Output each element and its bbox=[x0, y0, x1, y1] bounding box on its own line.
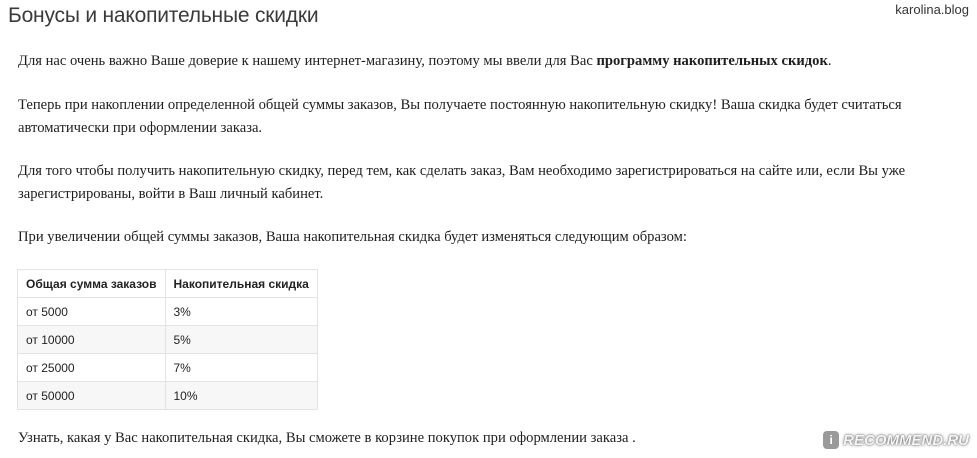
watermark-text: RECOMMEND.RU bbox=[843, 431, 969, 449]
table-row bbox=[18, 382, 318, 410]
recommend-badge-icon: i bbox=[823, 431, 839, 449]
header-discount: Накопительная скидка bbox=[165, 270, 317, 298]
intro-period: . bbox=[827, 53, 832, 69]
row-discount: 10% bbox=[165, 382, 317, 410]
table-row bbox=[18, 298, 318, 326]
row-amount: от 50000 bbox=[18, 382, 166, 410]
discount-table bbox=[17, 269, 318, 410]
intro-text: Для нас очень важно Ваше доверие к нашему интернет-магазину, поэтому мы ввели для Вас bbox=[18, 53, 597, 69]
table-row bbox=[18, 354, 318, 382]
discount-change-paragraph: При увеличении общей суммы заказов, Ваша накопительная скидка будет изменяться следующим образом: bbox=[18, 229, 687, 245]
watermark bbox=[823, 431, 969, 449]
row-discount: 5% bbox=[165, 326, 317, 354]
registration-paragraph: Для того чтобы получить накопительную скидку, перед тем, как сделать заказ, Вам необходимо зарегистрироваться на сайте или, если Вы уже зарегистрированы, войти в Ваш личный кабинет. bbox=[18, 163, 906, 202]
discount-program-link: программу накопительных скидок bbox=[596, 53, 828, 69]
table-header-row bbox=[18, 270, 318, 298]
intro-paragraph bbox=[18, 50, 963, 73]
row-discount: 3% bbox=[165, 298, 317, 326]
row-discount: 7% bbox=[165, 354, 317, 382]
accumulation-paragraph: Теперь при накоплении определенной общей суммы заказов, Вы получаете постоянную накопительную скидку! Ваша скидка будет считаться автоматически при оформлении заказа. bbox=[18, 97, 902, 136]
cart-info-paragraph: Узнать, какая у Вас накопительная скидка, Вы сможете в корзине покупок при оформлении заказа . bbox=[18, 430, 636, 446]
site-credit: karolina.blog bbox=[895, 2, 969, 17]
header-total-amount: Общая сумма заказов bbox=[18, 270, 166, 298]
row-amount: от 25000 bbox=[18, 354, 166, 382]
row-amount: от 10000 bbox=[18, 326, 166, 354]
page-title: Бонусы и накопительные скидки bbox=[8, 4, 319, 27]
row-amount: от 5000 bbox=[18, 298, 166, 326]
table-row bbox=[18, 326, 318, 354]
